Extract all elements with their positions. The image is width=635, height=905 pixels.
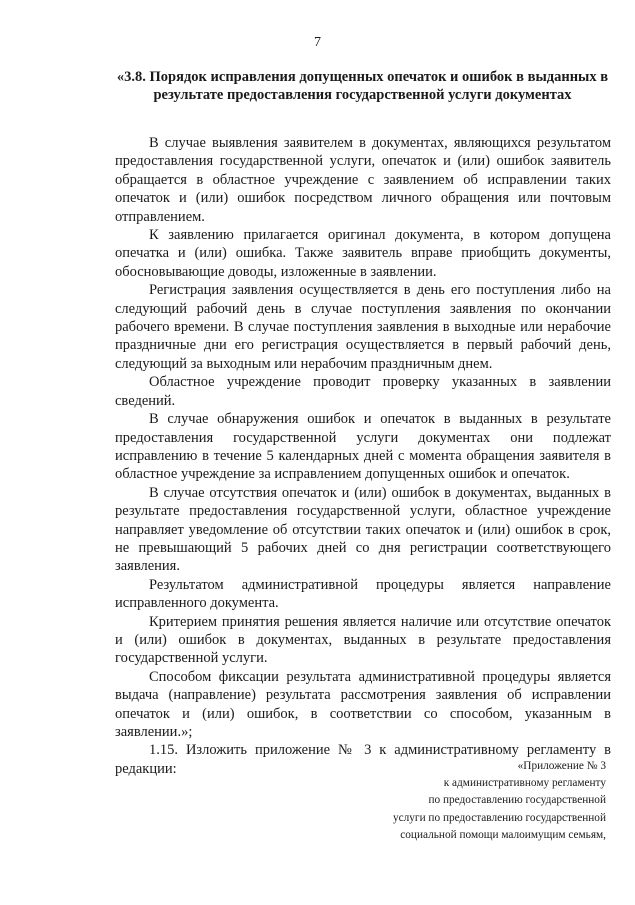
paragraph-procedure-result: Результатом административной процедуры является направление исправленного документа. [115, 576, 611, 612]
paragraph-recording-method: Способом фиксации результата административной процедуры является выдача (направление) результата рассмотрения заявления об исправлении опечаток и (или) ошибок, в соответствии со способом, указанным в заявлении.»; [115, 668, 611, 740]
paragraph-error-application: В случае выявления заявителем в документах, являющихся результатом предоставления государственной услуги, опечаток и (или) ошибок заявитель обращается в областное учреждение с заявлением об исправлении таких опечаток и (или) ошибок посредством личного обращения или почтовым отправлением. [115, 135, 611, 225]
paragraph-correction-deadline: В случае обнаружения ошибок и опечаток в выданных в результате предоставления государственной услуги документах они подлежат исправлению в течение 5 календарных дней с момента обращения заявителя в областное учреждение за исправлением допущенных ошибок и опечаток. [115, 411, 611, 483]
appendix-line: по предоставлению государственной [428, 794, 606, 807]
appendix-line: «Приложение № 3 [517, 760, 606, 772]
page-number: 7 [314, 35, 321, 50]
body-text [115, 134, 611, 778]
paragraph-no-errors-notice: В случае отсутствия опечаток и (или) ошибок в документах, выданных в результате предоставления государственной услуги, областное учреждение направляет уведомление об отсутствии таких опечаток и (или) ошибок в срок, не превышающий 5 рабочих дней со дня регистрации соответствующего заявления. [115, 484, 611, 575]
paragraph-decision-criterion: Критерием принятия решения является наличие или отсутствие опечаток и (или) ошибок в документах, выданных в результате предоставления государственной услуги. [115, 613, 611, 667]
appendix-line: услуги по предоставлению государственной [392, 811, 606, 824]
appendix-header [330, 758, 606, 844]
section-title: «3.8. Порядок исправления допущенных опечаток и ошибок в выданных в результате предоставления государственной услуги документах [116, 69, 609, 103]
paragraph-verification: Областное учреждение проводит проверку указанных в заявлении сведений. [115, 374, 611, 409]
paragraph-registration: Регистрация заявления осуществляется в день его поступления либо на следующий рабочий день в случае поступления заявления по окончании рабочего времени. В случае поступления заявления в выходные или нерабочие праздничные дни его регистрация осуществляется в первый рабочий день, следующий за выходным или нерабочим праздничным днем. [115, 282, 611, 372]
paragraph-amendment: 1.15. Изложить приложение № 3 к административному регламенту в редакции: [115, 742, 611, 777]
appendix-line: к административному регламенту [443, 777, 606, 790]
appendix-line: социальной помощи малоимущим семьям, [400, 828, 606, 841]
paragraph-attachments: К заявлению прилагается оригинал документа, в котором допущена опечатка и (или) ошибка. Также заявитель вправе приобщить документы, обосновывающие доводы, изложенные в заявлении. [115, 227, 611, 280]
